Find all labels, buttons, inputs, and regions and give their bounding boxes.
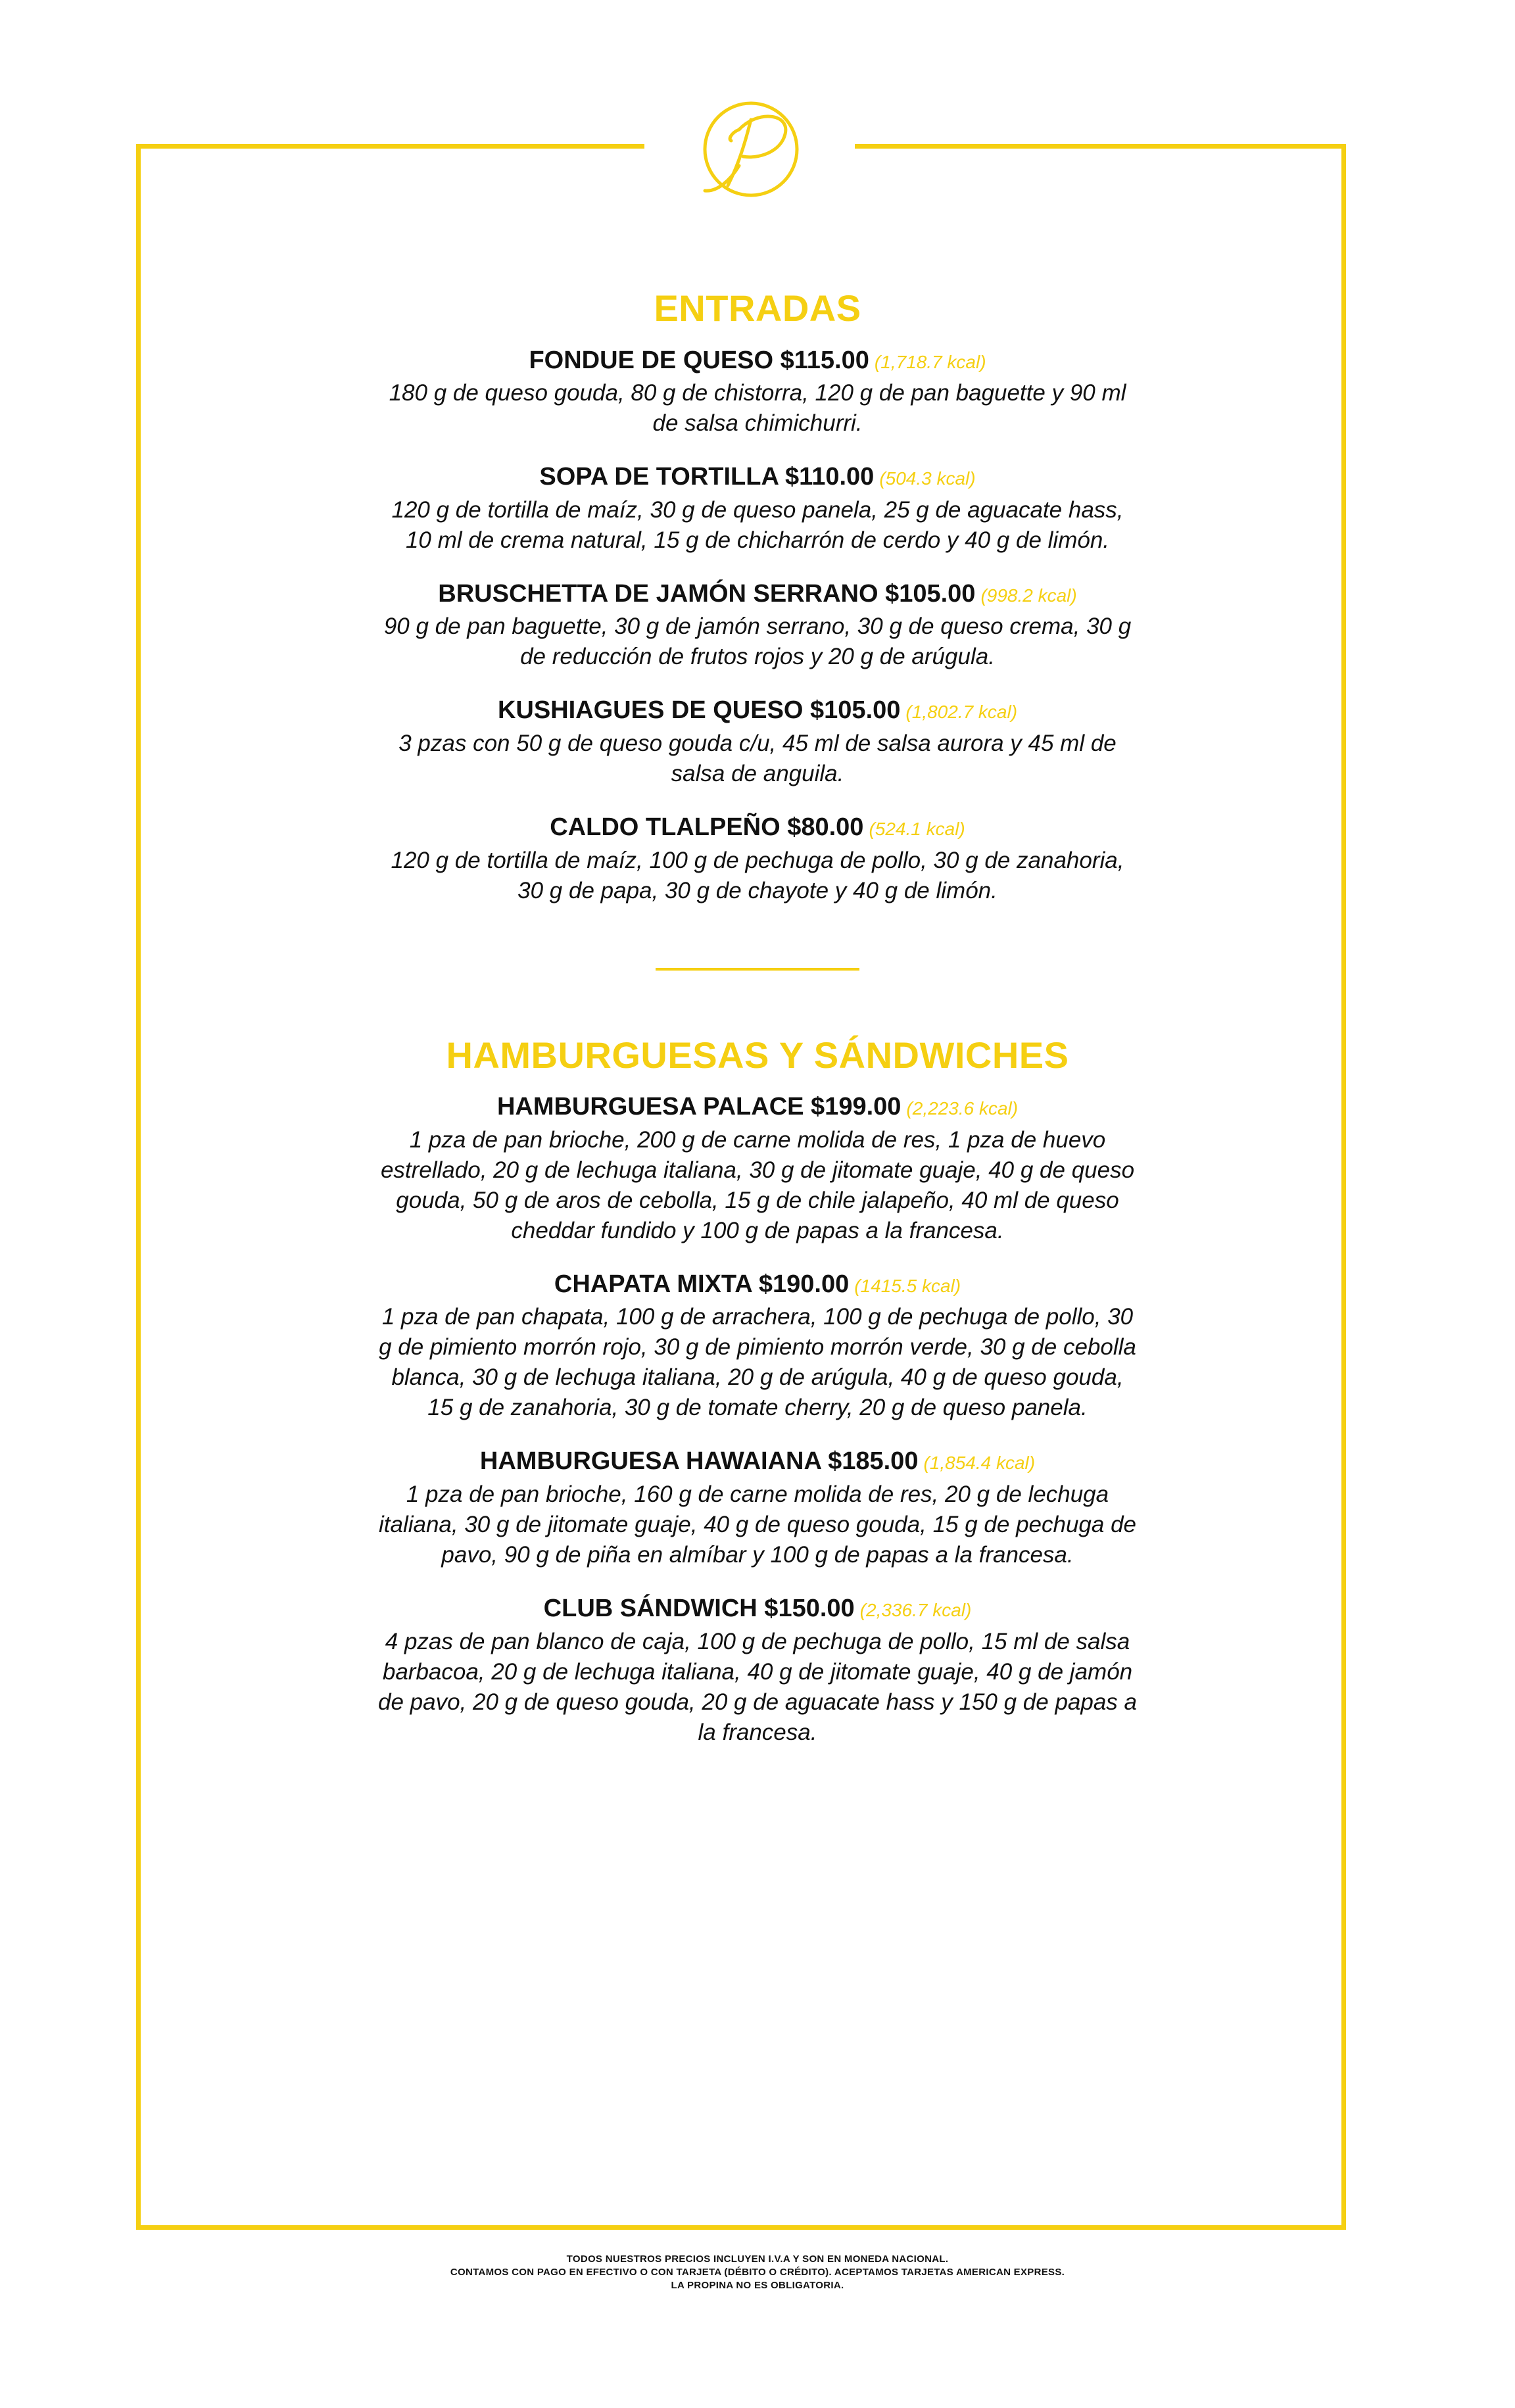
item-kcal: (524.1 kcal)	[869, 818, 965, 839]
item-name-price: KUSHIAGUES DE QUESO $105.00	[497, 696, 901, 725]
item-name-price: CHAPATA MIXTA $190.00	[554, 1270, 850, 1298]
item-kcal: (504.3 kcal)	[879, 468, 976, 489]
item-description: 4 pzas de pan blanco de caja, 100 g de pechuga de pollo, 15 ml de salsa barbacoa, 20 g de lechuga italiana, 40 g de jitomate guaje, 40 g de jamón de pavo, 20 g de queso gouda, 20 g de aguacate hass y 150 g de papas a la francesa.	[378, 1628, 1137, 1745]
item-kcal: (1,718.7 kcal)	[874, 351, 986, 372]
item-kcal: (1,854.4 kcal)	[923, 1453, 1036, 1474]
footer-line: CONTAMOS CON PAGO EN EFECTIVO O CON TARJETA (DÉBITO O CRÉDITO). ACEPTAMOS TARJETAS AMERICAN EXPRESS.	[450, 2267, 1065, 2278]
menu-item	[276, 462, 1239, 556]
item-name-price: CALDO TLALPEÑO $80.00	[550, 813, 864, 841]
item-name-price: HAMBURGUESA HAWAIANA $185.00	[479, 1447, 919, 1476]
menu-item	[276, 346, 1239, 439]
item-description: 120 g de tortilla de maíz, 30 g de queso panela, 25 g de aguacate hass, 10 ml de crema natural, 15 g de chicharrón de cerdo y 40 g de limón.	[391, 496, 1124, 553]
script-p-monogram-icon	[665, 93, 836, 205]
menu-item	[276, 1447, 1239, 1570]
item-description: 3 pzas con 50 g de queso gouda c/u, 45 ml de salsa aurora y 45 ml de salsa de anguila.	[398, 730, 1117, 786]
footer-notes	[0, 2253, 1515, 2292]
item-description: 90 g de pan baguette, 30 g de jamón serrano, 30 g de queso crema, 30 g de reducción de frutos rojos y 20 g de arúgula.	[383, 614, 1132, 670]
menu-item	[276, 1092, 1239, 1246]
section-title-hamburguesas: HAMBURGUESAS Y SÁNDWICHES	[446, 1034, 1069, 1076]
menu-item	[276, 1270, 1239, 1424]
item-description: 180 g de queso gouda, 80 g de chistorra, 120 g de pan baguette y 90 ml de salsa chimichurri.	[389, 380, 1126, 437]
footer-line: TODOS NUESTROS PRECIOS INCLUYEN I.V.A Y SON EN MONEDA NACIONAL.	[566, 2253, 949, 2265]
footer-line: LA PROPINA NO ES OBLIGATORIA.	[671, 2280, 844, 2291]
item-kcal: (2,336.7 kcal)	[859, 1599, 972, 1620]
hamburguesas-list	[276, 1092, 1239, 1747]
item-kcal: (2,223.6 kcal)	[906, 1098, 1019, 1119]
item-name-price: BRUSCHETTA DE JAMÓN SERRANO $105.00	[438, 579, 976, 608]
item-kcal: (998.2 kcal)	[980, 585, 1077, 606]
item-description: 1 pza de pan brioche, 200 g de carne molida de res, 1 pza de huevo estrellado, 20 g de lechuga italiana, 30 g de jitomate guaje, 40 g de queso gouda, 50 g de aros de cebolla, 15 g de chile jalapeño, 40 ml de queso cheddar fundido y 100 g de papas a la francesa.	[380, 1126, 1135, 1243]
menu-item	[276, 813, 1239, 906]
section-divider	[656, 968, 859, 971]
item-description: 120 g de tortilla de maíz, 100 g de pechuga de pollo, 30 g de zanahoria, 30 g de papa, 30 g de chayote y 40 g de limón.	[391, 847, 1124, 903]
item-kcal: (1415.5 kcal)	[854, 1275, 961, 1296]
item-name-price: SOPA DE TORTILLA $110.00	[539, 463, 875, 491]
menu-content	[276, 288, 1239, 1748]
item-description: 1 pza de pan chapata, 100 g de arrachera, 100 g de pechuga de pollo, 30 g de pimiento morrón rojo, 30 g de pimiento morrón verde, 30 g de cebolla blanca, 30 g de lechuga italiana, 20 g de arúgula, 40 g de queso gouda, 15 g de zanahoria, 30 g de tomate cherry, 20 g de queso panela.	[379, 1304, 1136, 1421]
entradas-list	[276, 346, 1239, 906]
item-name-price: FONDUE DE QUESO $115.00	[529, 346, 869, 374]
item-kcal: (1,802.7 kcal)	[905, 702, 1018, 723]
item-description: 1 pza de pan brioche, 160 g de carne molida de res, 20 g de lechuga italiana, 30 g de jitomate guaje, 40 g de queso gouda, 15 g de pechuga de pavo, 90 g de piña en almíbar y 100 g de papas a la francesa.	[378, 1481, 1137, 1568]
section-title-entradas: ENTRADAS	[654, 287, 861, 329]
item-name-price: CLUB SÁNDWICH $150.00	[543, 1594, 855, 1622]
item-name-price: HAMBURGUESA PALACE $199.00	[496, 1093, 902, 1121]
menu-item	[276, 579, 1239, 673]
menu-item	[276, 1594, 1239, 1748]
menu-item	[276, 696, 1239, 789]
